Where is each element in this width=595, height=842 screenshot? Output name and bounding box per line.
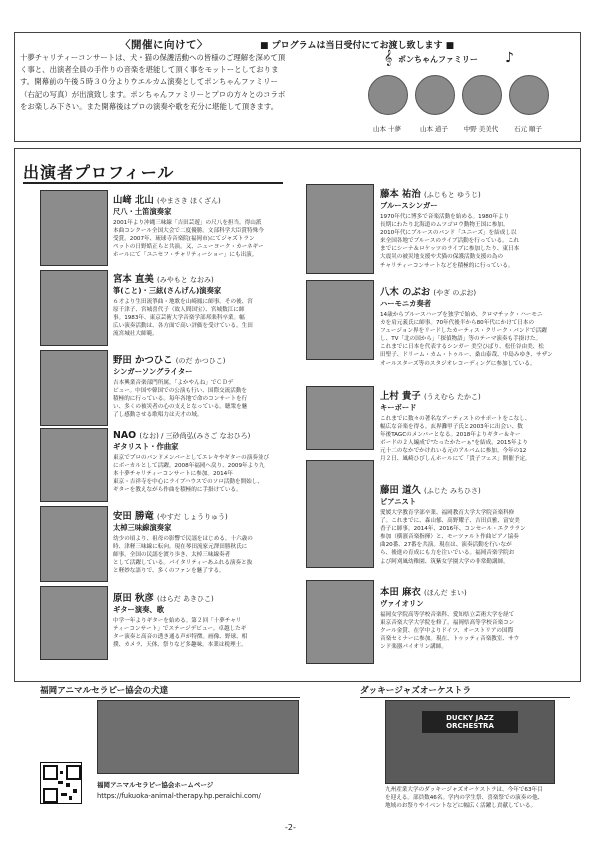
performers-heading: 出演者プロフィール bbox=[23, 163, 175, 182]
performer-nao bbox=[113, 430, 295, 494]
intro-line: す。開幕前の午後５時３０分よりウエルカム演奏としてポンちゃんファミリー bbox=[20, 77, 278, 87]
desc-line: 時、津軽三味線に転向。現在琴田流家元澤田勝秋氏に bbox=[113, 544, 248, 551]
desc-line: オールスターズ等のスタジオレコーディングに参加している。 bbox=[380, 360, 536, 367]
desc-line: 東京でプロのバンドメンバーとしてエレキやギターの演奏並び bbox=[113, 455, 270, 461]
qr-finder bbox=[43, 788, 58, 803]
performer-desc bbox=[380, 509, 568, 566]
desc-line: までにシーナ＆ロケッツのライブに参加したり、東日本 bbox=[380, 246, 520, 253]
performer-name: 宮本 直美 bbox=[113, 274, 154, 285]
performer-desc bbox=[380, 415, 568, 464]
performer-fujita bbox=[380, 482, 568, 566]
family-photo bbox=[368, 75, 408, 115]
family-name: 山本 十夢 bbox=[372, 125, 402, 133]
desc-line: 長期にわたり北海道のムツゴロウ動物王国に参加。 bbox=[380, 222, 509, 229]
ducky-jazz-photo bbox=[385, 700, 555, 784]
desc-line: 了し感動させる歌唱力は天才の域。 bbox=[113, 412, 203, 419]
desc-line: カを肩元義氏に師事。70年代後半から80年代にかけて日本の bbox=[380, 320, 535, 327]
performer-desc bbox=[380, 311, 568, 368]
desc-line: 東京音楽大学大学院を修了。福岡県高等学校音楽コン bbox=[380, 620, 515, 627]
therapy-title-rule bbox=[40, 697, 300, 698]
qr-finder bbox=[43, 765, 58, 780]
desc-line: 14歳からブルースハープを独学で始め、クロマチック・ハーモニ bbox=[380, 312, 543, 318]
performer-photo bbox=[306, 280, 374, 360]
performer-harada bbox=[113, 590, 295, 649]
performer-name: 原田 秋彦 bbox=[113, 593, 154, 604]
performer-photo bbox=[306, 460, 374, 568]
performer-photo bbox=[40, 190, 108, 266]
desc-line: 1970年代に博多で音楽活動を始める。1980年より bbox=[380, 214, 510, 220]
intro-line: 十夢チャリティーコンサートは、犬・猫の保護活動への皆様のご理解を深めて頂 bbox=[20, 53, 286, 62]
ducky-banner: DUCKY JAZZ ORCHESTRA bbox=[422, 711, 518, 733]
performer-name: 上村 貴子 bbox=[380, 391, 421, 402]
performer-kana: (はらだ あきひこ) bbox=[157, 595, 214, 603]
family-photo bbox=[415, 75, 455, 115]
performer-noda bbox=[113, 352, 295, 419]
desc-line: 2001年より沖縄三味線「吉田芸遊」の尺八を担当。得山派 bbox=[113, 220, 262, 226]
performer-uemura bbox=[380, 388, 568, 464]
family-name: 中野 美美代 bbox=[463, 125, 499, 133]
therapy-url[interactable]: https://fukuoka-animal-therapy.hp.peraichi.com/ bbox=[97, 792, 261, 800]
desc-line: 参加（横濱音楽指揮）と、モーツァルト作曲ピアノ協奏 bbox=[380, 534, 519, 541]
performer-kana: (なお) / 三砂尚弘(みさご なおひろ) bbox=[139, 432, 251, 440]
performer-desc bbox=[113, 617, 295, 649]
performer-photo bbox=[40, 428, 108, 502]
desc-line: クール金賞、在学中よりドイツ、オーストリアの国際 bbox=[380, 628, 514, 635]
qr-module bbox=[73, 789, 77, 793]
performer-role: ギター演奏、歌 bbox=[113, 605, 165, 614]
desc-line: フュージョン界をリードしたカーティス・クリーク・バンドで活躍 bbox=[380, 328, 547, 335]
desc-line: ター演奏と高音の透き通る声が特徴。画像、野球、相 bbox=[113, 634, 248, 641]
intro-heading: 〈開催に向けて〉 bbox=[120, 39, 208, 51]
desc-line: 中学一年よりギターを始める。第２回「十夢チャリ bbox=[113, 618, 242, 624]
desc-line: ら、後進の育成にも力を注いでいる。福岡音楽学院お bbox=[380, 550, 515, 557]
qr-finder bbox=[66, 765, 81, 780]
performer-name: 本田 麻衣 bbox=[380, 587, 421, 598]
performer-kana: (ふじた みちひさ) bbox=[424, 487, 481, 495]
performer-desc bbox=[113, 454, 295, 494]
desc-line: 事。1983年、東京芸術大学音楽学部邦楽科卒業。幅 bbox=[113, 315, 245, 322]
qr-module bbox=[60, 771, 63, 774]
desc-line: ホールにて「ユニセフ・チャリティーショー」にも出演。 bbox=[113, 252, 258, 259]
performer-name: 安田 勝竜 bbox=[113, 511, 154, 522]
performer-photo bbox=[40, 506, 108, 582]
heading-underline bbox=[23, 182, 283, 184]
desc-line: 本十夢チャリティーコンサートに参加。2014年 bbox=[113, 471, 233, 478]
performer-desc bbox=[113, 535, 295, 575]
performer-photo bbox=[40, 586, 108, 660]
performer-kana: (うえむら たかこ) bbox=[424, 393, 481, 401]
performer-name: 藤本 祐治 bbox=[380, 189, 421, 200]
performer-role: ブルースシンガー bbox=[380, 201, 438, 210]
desc-line: 広い演奏活動は、各方面で高い評価を受けている。生田 bbox=[113, 323, 253, 330]
qr-module bbox=[66, 783, 70, 787]
ducky-title: ダッキージャズオーケストラ bbox=[360, 686, 472, 696]
performer-role: ヴァイオリン bbox=[380, 599, 424, 608]
performer-role: 太棹三味線演奏家 bbox=[113, 523, 172, 532]
intro-line: をお楽しみ下さい。また開幕後はプロの演奏や歌を充分に堪能して頂きます。 bbox=[20, 101, 279, 111]
performer-kana: (のだ かつひこ) bbox=[175, 357, 226, 365]
desc-line: ボードの２人編成で"たったかたーぁ"を結成。2015年より bbox=[380, 440, 528, 447]
qr-module bbox=[61, 793, 67, 796]
desc-line: にボーカルとして活躍。2008年福岡へ戻り、2009年より九 bbox=[113, 463, 265, 470]
performer-desc bbox=[380, 213, 568, 270]
desc-line: チャリティーコンサートなどを積極的に行っている。 bbox=[380, 262, 514, 269]
desc-line: 2010年代にブルースのバンド「ユニーズ」を結成し以 bbox=[380, 230, 517, 237]
family-photo bbox=[462, 75, 502, 115]
desc-line: ペットの日野皓正らと共演。又、ニューヨーク・カーネギー bbox=[113, 244, 264, 251]
desc-line: 福岡女学院高等学校音楽科、愛知県立芸術大学を経て bbox=[380, 612, 515, 618]
therapy-dogs-photo bbox=[97, 700, 299, 774]
performer-kana: (みやもと なおみ) bbox=[157, 276, 214, 284]
desc-line: 月２日、風崎ひびしんホールにて「貴子フェス」開催予定。 bbox=[380, 456, 531, 463]
therapy-title: 福岡アニマルセラピー協会の犬達 bbox=[40, 686, 169, 696]
performer-photo bbox=[40, 350, 108, 426]
desc-line: 地域のお祭りやイベントなどに幅広く活躍し貢献している。 bbox=[385, 803, 537, 809]
performer-photo bbox=[306, 386, 374, 450]
music-note-icon: ♪ bbox=[505, 50, 514, 66]
performer-role: ピアニスト bbox=[380, 497, 417, 506]
desc-line: よび阿刈風幼稚園、筑紫女学園大学の非常勤講師。 bbox=[380, 558, 509, 565]
performer-miyamoto bbox=[113, 271, 295, 338]
performer-photo bbox=[306, 580, 374, 664]
desc-line: 田聖子、ドリーム・カム・トゥルー、桑山泰哉、中島みゆき、サザン bbox=[380, 352, 553, 359]
performer-kana: (ほんだ まい) bbox=[424, 589, 467, 597]
performer-yamasaki bbox=[113, 192, 295, 259]
treble-clef-icon: 𝄞 bbox=[384, 50, 393, 66]
desc-line: 曲20番、27番を共演。現在は、演奏活動を行いなが bbox=[380, 542, 512, 549]
performer-role: 箏(こと)・三絃(さんげん)演奏家 bbox=[113, 286, 222, 295]
desc-line: い、多くの被災者の心の支えとなっている。聴衆を魅 bbox=[113, 404, 248, 411]
desc-line: 来全国各地でブルースのライブ活動を行っている。これ bbox=[380, 238, 520, 245]
performer-photo bbox=[40, 270, 108, 346]
program-note: ■ プログラムは当日受付にてお渡し致します ■ bbox=[260, 41, 455, 51]
performer-role: キーボード bbox=[380, 403, 417, 412]
page-number: -2- bbox=[285, 823, 296, 832]
family-name: 山本 道子 bbox=[419, 125, 449, 133]
desc-line: 元十二のなかでかけれいる元のアルバムに参加。今年の12 bbox=[380, 448, 527, 455]
desc-line: し、TV「北の国から」「探偵物語」等のテーマ演奏も手掛けた。 bbox=[380, 336, 542, 343]
performer-name: 八木 のぶお bbox=[380, 287, 431, 298]
desc-line: 原千津子、宮城喜代子（故人間国宝）、宮城数江に師 bbox=[113, 307, 245, 314]
desc-line: 大震災の被災地支援や犬猫の保護活動支援の為の bbox=[380, 254, 504, 261]
desc-line: ティーコンサート」でステージデビュー。卓越したギ bbox=[113, 626, 247, 633]
desc-line: 積極的に行っている。毎年各地で命のコンサートを行 bbox=[113, 396, 248, 403]
performer-name: 藤田 道久 bbox=[380, 485, 421, 496]
intro-body bbox=[20, 52, 380, 113]
desc-line: 愛媛大学教育学部卒業、福岡教育大学大学院音楽科修 bbox=[380, 510, 515, 516]
desc-line: として活躍している。パイタリティーあふれる演奏と抜 bbox=[113, 560, 253, 567]
intro-line: く事と、出演者全員の手作りの音楽を堪能して頂く事をモットーとしておりま bbox=[20, 65, 279, 75]
desc-line: 本曲コンクール全国大会で二度優勝。文部科学大臣賞特殊今 bbox=[113, 228, 264, 235]
performer-name: 野田 かつひこ bbox=[113, 355, 173, 366]
performer-kana: (ふじもと ゆうじ) bbox=[424, 191, 481, 199]
desc-line: 流宮城社大師範。 bbox=[113, 331, 158, 338]
desc-line: 吉本興業音楽部門所属。「よかやんね」でＣＤデ bbox=[113, 380, 234, 386]
desc-line: 東京・吉祥寺を中心にライブハウスでのソロ活動を開始し、 bbox=[113, 479, 263, 486]
performer-desc bbox=[113, 219, 295, 259]
qr-module bbox=[69, 796, 72, 800]
performer-name: 山﨑 北山 bbox=[113, 195, 154, 206]
qr-code[interactable] bbox=[40, 762, 82, 804]
performer-desc bbox=[380, 611, 568, 651]
desc-line: ビュー。中国や韓国での公演も行い、国際交流活動を bbox=[113, 388, 248, 395]
desc-line: ンド楽器バイオリン講師。 bbox=[380, 644, 447, 651]
family-title: ポンちゃんファミリー bbox=[398, 55, 478, 64]
performer-role: ギタリスト・作曲家 bbox=[113, 442, 179, 451]
performer-kana: (やすだ しょうりゅう) bbox=[157, 513, 228, 521]
performer-role: ハーモニカ奏者 bbox=[380, 299, 432, 308]
family-photo bbox=[509, 75, 549, 115]
performer-yagi bbox=[380, 284, 568, 368]
desc-line: 年後TAGCのメンバーとなる。2018年よりギター＆キー bbox=[380, 432, 521, 439]
desc-line: を迎える。部員数46名。学内の学生祭、喜楽祭での演奏の他、 bbox=[385, 795, 544, 801]
desc-line: 九州産業大学のダッキージャズオーケストラは、今年で63年目 bbox=[385, 787, 543, 793]
desc-line: 幼少の頃より、祖母の影響で民謡をはじめる。十六歳の bbox=[113, 536, 253, 542]
performer-name: NAO bbox=[113, 430, 137, 441]
therapy-hp-label: 福岡アニマルセラピー協会ホームページ bbox=[97, 781, 214, 789]
performer-honda bbox=[380, 584, 568, 651]
performer-kana: (やぎ のぶお) bbox=[433, 289, 477, 297]
desc-line: 受賞。2007年、琉球寺音楽院(福岡市)にてジャズトラン bbox=[113, 236, 255, 243]
performer-kana: (やまさき ほくざん) bbox=[157, 197, 221, 205]
performer-desc bbox=[113, 298, 295, 338]
qr-module bbox=[58, 781, 63, 784]
performer-yasuda bbox=[113, 508, 295, 575]
performer-fujimoto bbox=[380, 186, 568, 270]
performer-desc bbox=[113, 379, 295, 419]
desc-line: と軽妙な語りで、多くのファンを魅了する。 bbox=[113, 568, 225, 575]
performer-role: 尺八・土笛演奏家 bbox=[113, 207, 172, 216]
desc-line: 撲、カメラ、天体、祭りなど多趣味。本業は税理士。 bbox=[113, 642, 247, 649]
desc-line: 了。これまでに、森山郁、高野耀子、吉田貞雅、富安美 bbox=[380, 518, 520, 525]
desc-line: これまでに数々の著名なアーティストのサポートをこなし、 bbox=[380, 416, 531, 422]
desc-line: 幅広な音楽を得る。玄界灘甲子氏と2003年に出会い、数 bbox=[380, 424, 523, 431]
performer-role: シンガーソングライター bbox=[113, 367, 193, 376]
performer-photo bbox=[306, 184, 374, 274]
desc-line: 師事。全国の民謡を渡り歩き、太棹三味線奏者 bbox=[113, 552, 231, 559]
desc-line: ６才より生田流箏曲・地歌を山崎鳳に師事。その後、宮 bbox=[113, 299, 253, 305]
desc-line: 音楽セミナーに参加。現在、トゥッティ音楽教室、サウ bbox=[380, 636, 520, 643]
ducky-title-rule bbox=[360, 697, 570, 698]
ducky-desc bbox=[385, 786, 575, 810]
desc-line: 香子に師事。2014年、2016年、コンセール・エクララン bbox=[380, 526, 526, 533]
desc-line: これまでに日本を代表するシンガー 美空ひばり、松任谷由美、松 bbox=[380, 344, 544, 351]
desc-line: ギターを教えながら作曲を積極的に手掛けている。 bbox=[113, 487, 242, 494]
family-name: 石元 順子 bbox=[513, 125, 543, 133]
intro-line: （右記の写真）が出演致します。ポンちゃんファミリーとプロの方々とのコラボ bbox=[20, 89, 286, 99]
